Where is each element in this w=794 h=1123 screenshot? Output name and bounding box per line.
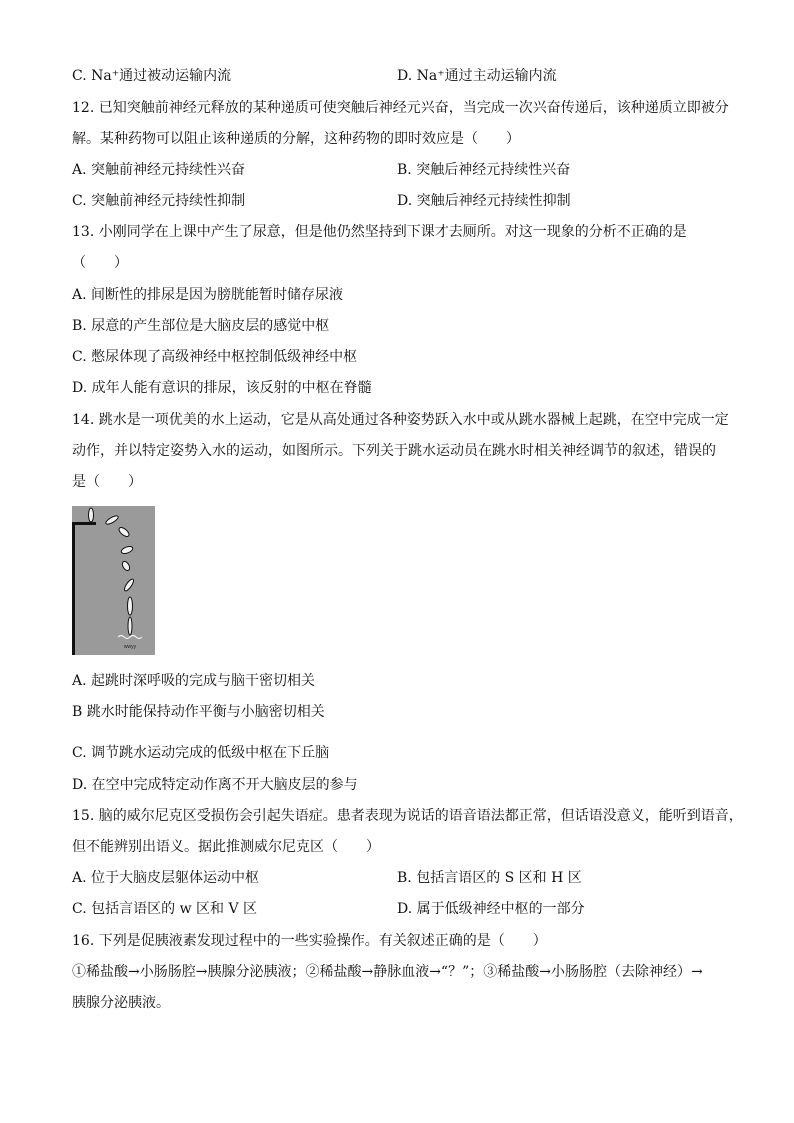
q15-option-c: C. 包括言语区的 w 区和 V 区 <box>72 901 258 917</box>
q11-option-c: C. Na⁺通过被动运输内流 <box>72 68 232 84</box>
q13-option-d: D. 成年人能有意识的排尿，该反射的中枢在脊髓 <box>72 380 372 396</box>
figure-caption: wwyy <box>123 644 137 650</box>
q15-option-b: B. 包括言语区的 S 区和 H 区 <box>397 870 582 886</box>
q13-option-b: B. 尿意的产生部位是大脑皮层的感觉中枢 <box>72 318 330 334</box>
q14-option-a: A. 起跳时深呼吸的完成与脑干密切相关 <box>72 673 316 689</box>
q15-stem-line-1: 15. 脑的威尔尼克区受损伤会引起失语症。患者表现为说话的语音语法都正常，但话语没意义，能听到语音， <box>72 808 743 824</box>
q12-stem-line-2: 解。某种药物可以阻止该种递质的分解，这种药物的即时效应是（ ） <box>72 131 520 147</box>
diver-pose-1 <box>89 508 94 522</box>
q12-stem-line-1: 12. 已知突触前神经元释放的某种递质可使突触后神经元兴奋，当完成一次兴奋传递后，该种递质立即被分 <box>72 100 729 116</box>
q15-stem-line-2: 但不能辨别出语义。据此推测威尔尼克区（ ） <box>72 839 380 855</box>
q16-stem-line-3: 胰腺分泌胰液。 <box>72 995 170 1011</box>
q12-option-c: C. 突触前神经元持续性抑制 <box>72 193 246 209</box>
q13-option-a: A. 间断性的排尿是因为膀胱能暂时储存尿液 <box>72 287 344 303</box>
diver-pose-8 <box>128 617 132 635</box>
q16-stem-line-2: ①稀盐酸→小肠肠腔→胰腺分泌胰液；②稀盐酸→静脉血液→“？”；③稀盐酸→小肠肠腔（去除神经）→ <box>72 964 703 980</box>
q14-option-d: D. 在空中完成特定动作离不开大脑皮层的参与 <box>72 777 358 793</box>
q13-stem-line-2: （ ） <box>72 255 128 271</box>
q14-option-c: C. 调节跳水运动完成的低级中枢在下丘脑 <box>72 745 330 761</box>
q14-option-b: B 跳水时能保持动作平衡与小脑密切相关 <box>72 704 325 720</box>
q12-option-a: A. 突触前神经元持续性兴奋 <box>72 162 246 178</box>
q16-stem-line-1: 16. 下列是促胰液素发现过程中的一些实验操作。有关叙述正确的是（ ） <box>72 933 547 949</box>
diving-figure <box>72 506 155 655</box>
q13-stem-line-1: 13. 小刚同学在上课中产生了尿意，但是他仍然坚持到下课才去厕所。对这一现象的分析不正确的是 <box>72 224 687 240</box>
q14-stem-line-2: 动作，并以特定姿势入水的运动，如图所示。下列关于跳水运动员在跳水时相关神经调节的叙述，错误的 <box>72 443 716 459</box>
q15-option-d: D. 属于低级神经中枢的一部分 <box>397 901 585 917</box>
q14-stem-line-1: 14. 跳水是一项优美的水上运动，它是从高处通过各种姿势跃入水中或从跳水器械上起跳，在空中完成一定 <box>72 412 729 428</box>
diver-pose-7 <box>128 597 133 615</box>
q11-option-d: D. Na⁺通过主动运输内流 <box>397 68 557 84</box>
q12-option-b: B. 突触后神经元持续性兴奋 <box>397 162 571 178</box>
q15-option-a: A. 位于大脑皮层躯体运动中枢 <box>72 870 260 886</box>
q14-stem-line-3: 是（ ） <box>72 474 142 490</box>
q13-option-c: C. 憋尿体现了高级神经中枢控制低级神经中枢 <box>72 349 358 365</box>
q12-option-d: D. 突触后神经元持续性抑制 <box>397 193 571 209</box>
